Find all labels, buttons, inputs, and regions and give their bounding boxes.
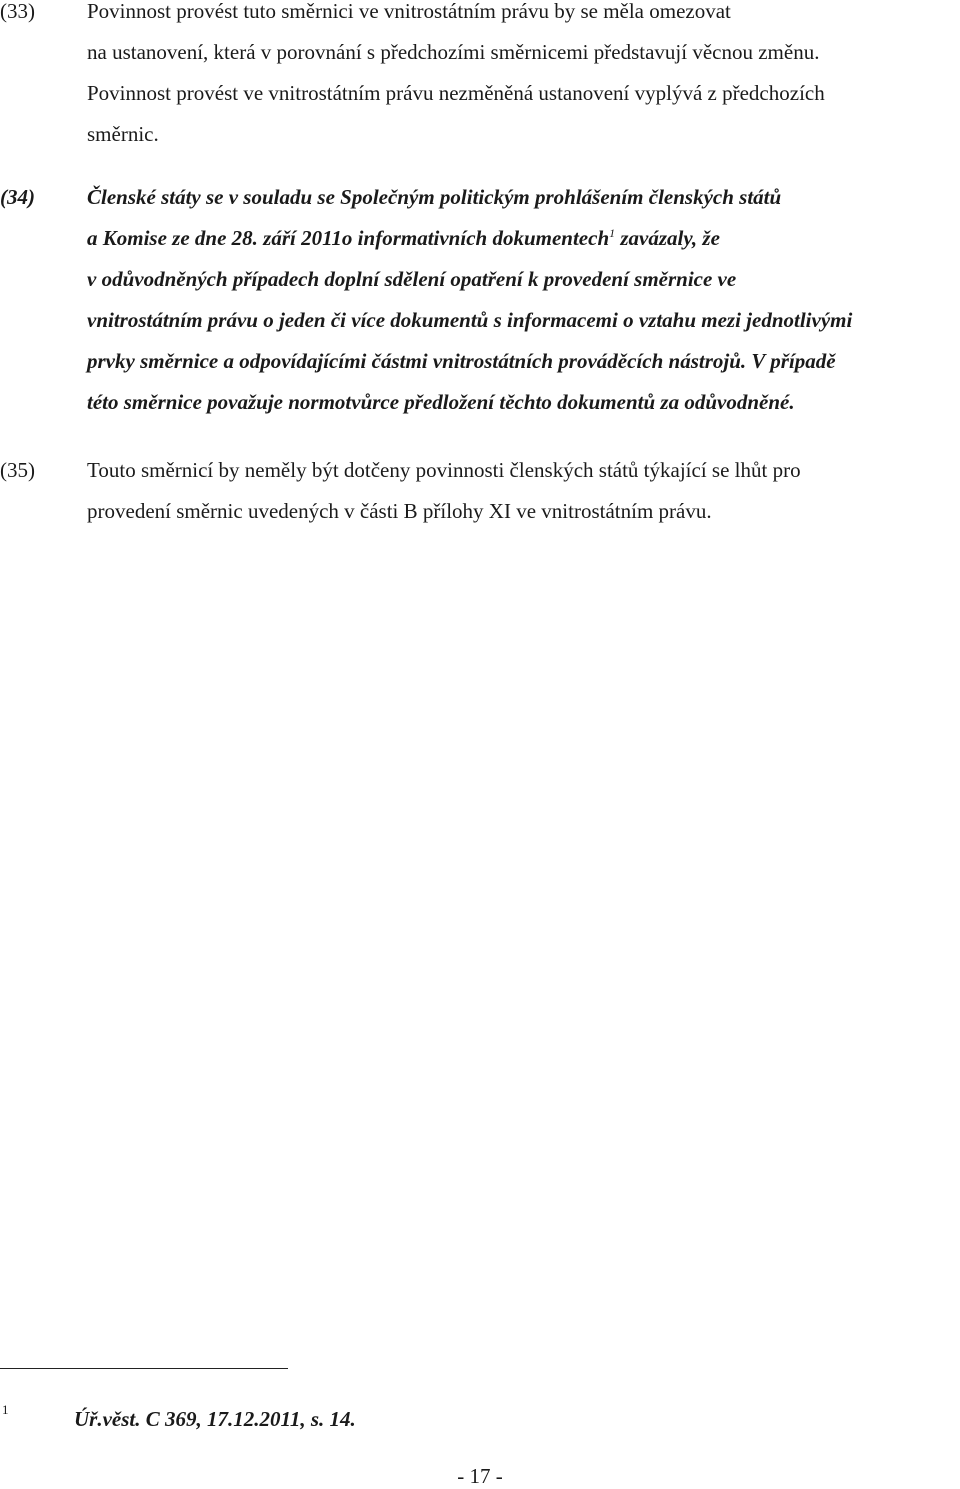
text-line: Touto směrnicí by neměly být dotčeny povinnosti členských států týkající se lhůt pro bbox=[87, 458, 801, 482]
text-segment: zavázaly, že bbox=[615, 226, 720, 250]
paragraph-number: (33) bbox=[0, 0, 35, 23]
text-line: vnitrostátním právu o jeden či více dokumentů s informacemi o vztahu mezi jednotlivými bbox=[87, 308, 853, 332]
footnote-text: Úř.věst. C 369, 17.12.2011, s. 14. bbox=[74, 1407, 356, 1431]
text-line: prvky směrnice a odpovídajícími částmi vnitrostátních prováděcích nástrojů. V případě bbox=[87, 349, 836, 373]
paragraph-number: (34) bbox=[0, 185, 35, 209]
text-line bbox=[87, 218, 953, 259]
text-line: této směrnice považuje normotvůrce předložení těchto dokumentů za odůvodněné. bbox=[87, 390, 795, 414]
text-line: provedení směrnic uvedených v části B přílohy XI ve vnitrostátním právu. bbox=[87, 499, 712, 523]
paragraph-text bbox=[87, 450, 953, 532]
paragraph-text bbox=[87, 177, 953, 423]
page-number: - 17 - bbox=[457, 1464, 503, 1488]
text-segment: a Komise ze dne 28. září 2011o informativních dokumentech bbox=[87, 226, 610, 250]
paragraph-text bbox=[87, 0, 953, 155]
text-line: směrnic. bbox=[87, 122, 159, 146]
paragraph-number: (35) bbox=[0, 458, 35, 482]
text-line: na ustanovení, která v porovnání s předchozími směrnicemi představují věcnou změnu. bbox=[87, 40, 820, 64]
text-line: Povinnost provést tuto směrnici ve vnitrostátním právu by se měla omezovat bbox=[87, 0, 731, 23]
footnote-separator bbox=[0, 1368, 288, 1369]
text-line: Povinnost provést ve vnitrostátním právu nezměněná ustanovení vyplývá z předchozích bbox=[87, 81, 825, 105]
footnote-reference[interactable]: 1 bbox=[609, 226, 616, 240]
text-line: v odůvodněných případech doplní sdělení opatření k provedení směrnice ve bbox=[87, 267, 737, 291]
footnote-marker: 1 bbox=[2, 1402, 9, 1417]
text-line: Členské státy se v souladu se Společným politickým prohlášením členských států bbox=[87, 185, 782, 209]
